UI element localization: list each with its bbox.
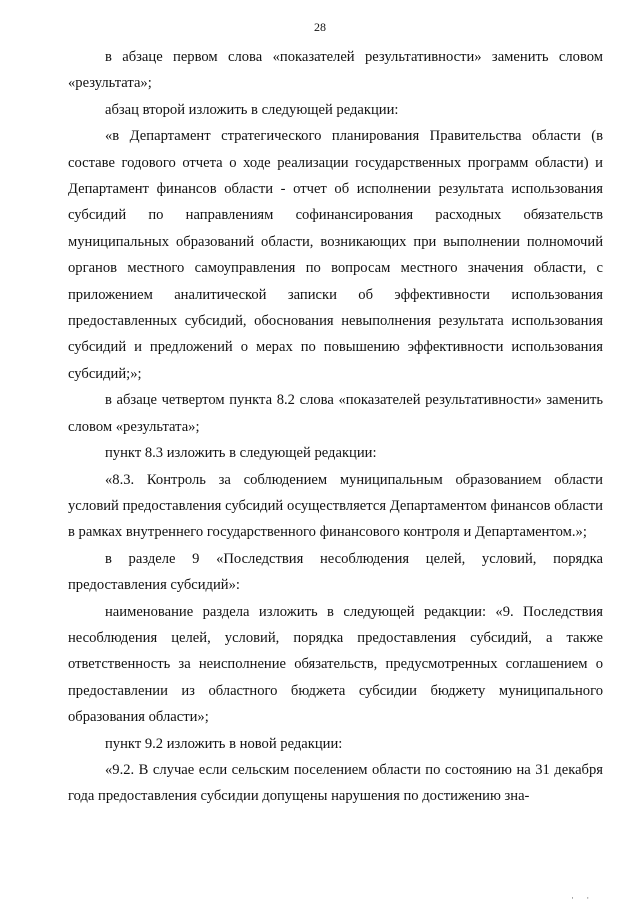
paragraph-6: «8.3. Контроль за соблюдением муниципальным образованием области условий предоставления субсидий осуществляется Департаментом финансов области в рамках внутреннего государственного финансового контроля и Департаментом.»;	[68, 471, 603, 541]
paragraph-9: пункт 9.2 изложить в новой редакции:	[105, 735, 343, 752]
paragraph-3: «в Департамент стратегического планирования Правительства области (в составе годового отчета о ходе реализации государственных программ области) и Департамент финансов области - отчет об исполнении результата использования субсидий по направлениям софинансирования расходных обязательств муниципальных образований области, возникающих при выполнении полномочий органов местного самоуправления по вопросам местного значения области, с приложением аналитической записки об эффективности использования предоставленных субсидий, обоснования невыполнения результата использования субсидий и предложений о мерах по повышению эффективности использования субсидий;»;	[68, 128, 603, 382]
paragraph-4: в абзаце четвертом пункта 8.2 слова «показателей результативности» заменить словом «результата»;	[68, 392, 603, 435]
paragraph-10: «9.2. В случае если сельским поселением области по состоянию на 31 декабря года предоставления субсидии допущены нарушения по достижению зна-	[68, 761, 603, 805]
paragraph-1: в абзаце первом слова «показателей результативности» заменить словом «результата»;	[68, 49, 603, 92]
paragraph-2: абзац второй изложить в следующей редакции:	[105, 101, 399, 118]
scan-mark: · ·	[571, 893, 595, 903]
paragraph-7: в разделе 9 «Последствия несоблюдения целей, условий, порядка предоставления субсидий»:	[68, 550, 603, 594]
page-number: 28	[314, 20, 326, 34]
paragraph-8: наименование раздела изложить в следующей редакции: «9. Последствия несоблюдения целей, условий, порядка предоставления субсидий, а также ответственность за неисполнение обязательств, предусмотренных соглашением о предоставлении из областного бюджета субсидии бюджету муниципального образования области»;	[68, 603, 603, 726]
document-body	[68, 44, 603, 810]
paragraph-5: пункт 8.3 изложить в следующей редакции:	[105, 445, 377, 462]
